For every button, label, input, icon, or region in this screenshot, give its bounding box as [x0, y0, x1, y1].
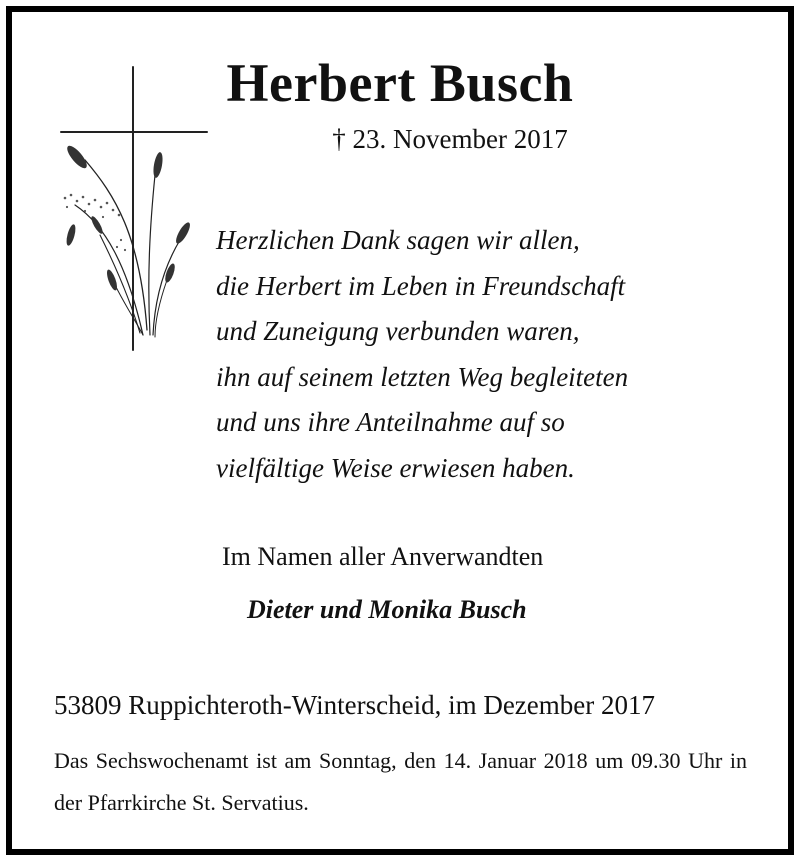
service-announcement: Das Sechswochenamt ist am Sonntag, den 14. Januar 2018 um 09.30 Uhr in der Pfarrkirche St. Servatius.: [54, 748, 747, 815]
place-and-date: 53809 Ruppichteroth-Winterscheid, im Dezember 2017: [54, 690, 656, 720]
poem-line: ihn auf seinem letzten Weg begleiteten: [216, 361, 629, 392]
poem-line: Herzlichen Dank sagen wir allen,: [216, 225, 580, 255]
thank-you-poem: [216, 218, 628, 491]
poem-line: die Herbert im Leben in Freundschaft: [216, 270, 626, 301]
poem-line: und Zuneigung verbunden waren,: [216, 316, 580, 346]
family-names: Dieter und Monika Busch: [247, 595, 527, 624]
family-intro: Im Namen aller Anverwandten: [222, 542, 544, 571]
poem-line: und uns ihre Anteilnahme auf so: [216, 407, 565, 437]
death-date: † 23. November 2017: [332, 124, 568, 154]
poem-line: vielfältige Weise erwiesen haben.: [216, 452, 575, 483]
deceased-name: Herbert Busch: [226, 53, 574, 113]
